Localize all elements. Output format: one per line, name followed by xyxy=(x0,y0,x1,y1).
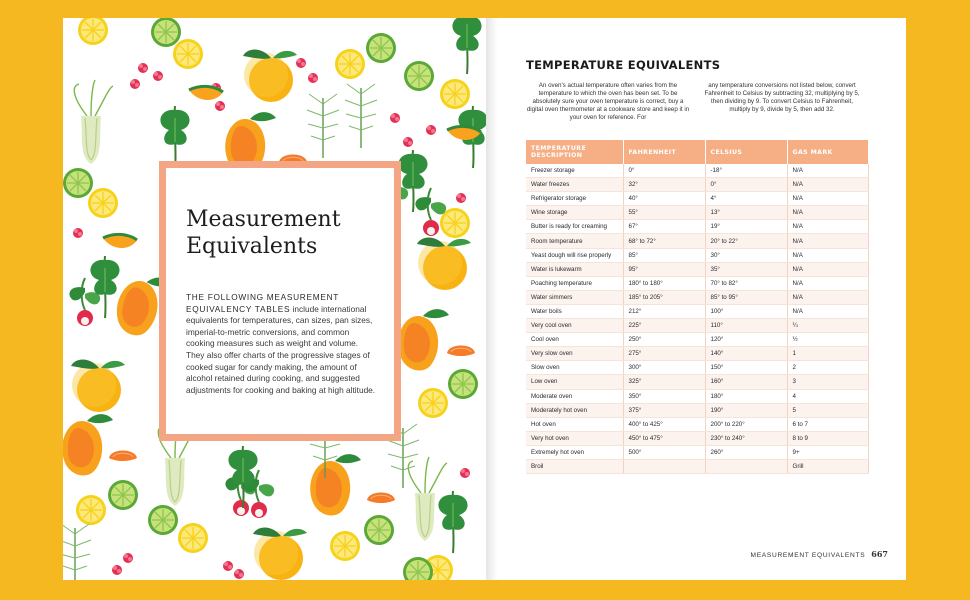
cell-description: Extremely hot oven xyxy=(526,445,623,459)
cell-gas-mark: N/A xyxy=(787,276,868,290)
cell-celsius: 140° xyxy=(705,347,787,361)
cell-description: Very slow oven xyxy=(526,347,623,361)
cell-celsius: 190° xyxy=(705,403,787,417)
section-title xyxy=(186,206,376,260)
footer-label: MEASUREMENT EQUIVALENTS xyxy=(750,552,866,559)
cell-celsius: 35° xyxy=(705,262,787,276)
cell-gas-mark: ½ xyxy=(787,333,868,347)
cell-gas-mark: 8 to 9 xyxy=(787,431,868,445)
cell-celsius: 30° xyxy=(705,248,787,262)
cell-celsius: -18° xyxy=(705,164,787,178)
cell-fahrenheit: 275° xyxy=(623,347,705,361)
table-row xyxy=(526,276,868,290)
cell-fahrenheit: 250° xyxy=(623,333,705,347)
cell-description: Refrigerator storage xyxy=(526,192,623,206)
cell-description: Very cool oven xyxy=(526,319,623,333)
cell-fahrenheit: 40° xyxy=(623,192,705,206)
table-row xyxy=(526,431,868,445)
cell-fahrenheit: 450° to 475° xyxy=(623,431,705,445)
cell-gas-mark: Grill xyxy=(787,459,868,473)
table-row xyxy=(526,234,868,248)
cell-description: Very hot oven xyxy=(526,431,623,445)
table-header-row xyxy=(526,140,868,164)
cell-description: Water is lukewarm xyxy=(526,262,623,276)
cell-gas-mark: 2 xyxy=(787,361,868,375)
cell-gas-mark: 9+ xyxy=(787,445,868,459)
cell-description: Yeast dough will rise properly xyxy=(526,248,623,262)
cell-description: Moderate oven xyxy=(526,389,623,403)
page-number: 667 xyxy=(871,549,888,559)
header-celsius: CELSIUS xyxy=(705,140,787,164)
cell-celsius xyxy=(705,459,787,473)
cell-fahrenheit: 212° xyxy=(623,304,705,318)
table-row xyxy=(526,375,868,389)
cell-description: Cool oven xyxy=(526,333,623,347)
table-body xyxy=(526,164,868,474)
cell-fahrenheit: 500° xyxy=(623,445,705,459)
table-row xyxy=(526,304,868,318)
cell-description: Slow oven xyxy=(526,361,623,375)
header-fahrenheit: FAHRENHEIT xyxy=(623,140,705,164)
table-row xyxy=(526,192,868,206)
table-row xyxy=(526,220,868,234)
temperature-table xyxy=(526,140,869,474)
cell-celsius: 13° xyxy=(705,206,787,220)
cell-celsius: 70° to 82° xyxy=(705,276,787,290)
cell-celsius: 160° xyxy=(705,375,787,389)
section-title-line-2: Equivalents xyxy=(186,234,318,259)
cell-gas-mark: N/A xyxy=(787,234,868,248)
cell-fahrenheit: 350° xyxy=(623,389,705,403)
cell-celsius: 0° xyxy=(705,178,787,192)
table-row xyxy=(526,347,868,361)
table-row xyxy=(526,164,868,178)
cell-celsius: 200° to 220° xyxy=(705,417,787,431)
cell-gas-mark: 6 to 7 xyxy=(787,417,868,431)
table-row xyxy=(526,445,868,459)
paragraph-column-1: An oven's actual temperature often varies from the temperature to which the oven has been set. To be absolutely sure your oven temperature is correct, buy a digital oven thermometer at a cookware store and keep it in your oven for reference. For xyxy=(526,82,690,122)
cell-gas-mark: N/A xyxy=(787,248,868,262)
intro-lead-text: THE FOLLOWING MEASUREMENT EQUIVALENCY TABLES xyxy=(186,292,339,314)
cell-fahrenheit: 300° xyxy=(623,361,705,375)
section-title-line-1: Measurement xyxy=(186,207,341,232)
cell-celsius: 260° xyxy=(705,445,787,459)
cell-gas-mark: 3 xyxy=(787,375,868,389)
cell-description: Poaching temperature xyxy=(526,276,623,290)
cell-gas-mark: N/A xyxy=(787,164,868,178)
cell-fahrenheit: 67° xyxy=(623,220,705,234)
cell-fahrenheit: 0° xyxy=(623,164,705,178)
cell-gas-mark: N/A xyxy=(787,304,868,318)
table-row xyxy=(526,417,868,431)
cell-gas-mark: 1 xyxy=(787,347,868,361)
cell-gas-mark: N/A xyxy=(787,206,868,220)
table-row xyxy=(526,178,868,192)
cell-fahrenheit: 375° xyxy=(623,403,705,417)
table-row xyxy=(526,290,868,304)
cell-fahrenheit: 225° xyxy=(623,319,705,333)
table-row xyxy=(526,361,868,375)
cell-gas-mark: N/A xyxy=(787,220,868,234)
cell-description: Low oven xyxy=(526,375,623,389)
cell-celsius: 230° to 240° xyxy=(705,431,787,445)
cell-celsius: 20° to 22° xyxy=(705,234,787,248)
table-row xyxy=(526,319,868,333)
table-row xyxy=(526,248,868,262)
cell-celsius: 180° xyxy=(705,389,787,403)
header-description: TEMPERATURE DESCRIPTION xyxy=(526,140,623,164)
cell-description: Water freezes xyxy=(526,178,623,192)
cell-gas-mark: N/A xyxy=(787,290,868,304)
intro-paragraph xyxy=(186,292,376,396)
cell-description: Water boils xyxy=(526,304,623,318)
table-row xyxy=(526,403,868,417)
table-row xyxy=(526,459,868,473)
cell-description: Room temperature xyxy=(526,234,623,248)
intro-body-text: include international equivalents for temperatures, can sizes, pan sizes, imperial-to-metric conversions, and common cooking measures such as weight and volume. They also offer charts of the progressive stages of cooked sugar for candy making, the amount of alcohol retained during cooking, and suggested adjustments for cooking and baking at high altitude. xyxy=(186,303,376,395)
cell-description: Hot oven xyxy=(526,417,623,431)
cell-celsius: 4° xyxy=(705,192,787,206)
cell-fahrenheit: 32° xyxy=(623,178,705,192)
cell-gas-mark: N/A xyxy=(787,178,868,192)
cell-celsius: 150° xyxy=(705,361,787,375)
cell-gas-mark: 5 xyxy=(787,403,868,417)
table-row xyxy=(526,262,868,276)
table-row xyxy=(526,206,868,220)
cell-description: Freezer storage xyxy=(526,164,623,178)
cell-fahrenheit: 68° to 72° xyxy=(623,234,705,248)
cell-description: Moderately hot oven xyxy=(526,403,623,417)
intro-box xyxy=(159,161,401,441)
cell-celsius: 120° xyxy=(705,333,787,347)
cell-fahrenheit xyxy=(623,459,705,473)
table-row xyxy=(526,333,868,347)
temperature-heading: TEMPERATURE EQUIVALENTS xyxy=(526,58,721,72)
cell-description: Butter is ready for creaming xyxy=(526,220,623,234)
cell-fahrenheit: 185° to 205° xyxy=(623,290,705,304)
cell-celsius: 19° xyxy=(705,220,787,234)
cell-fahrenheit: 400° to 425° xyxy=(623,417,705,431)
cell-gas-mark: 4 xyxy=(787,389,868,403)
paragraph-column-2: any temperature conversions not listed below, convert Fahrenheit to Celsius by subtracting 32, multiplying by 5, then dividing by 9. To convert Celsius to Fahrenheit, multiply by 9, divide by 5, then add 32. xyxy=(704,82,860,114)
left-page xyxy=(63,18,486,580)
cell-gas-mark: ¼ xyxy=(787,319,868,333)
right-page xyxy=(486,18,906,580)
cell-fahrenheit: 325° xyxy=(623,375,705,389)
cell-fahrenheit: 55° xyxy=(623,206,705,220)
table-row xyxy=(526,389,868,403)
cell-fahrenheit: 85° xyxy=(623,248,705,262)
cell-fahrenheit: 180° to 180° xyxy=(623,276,705,290)
running-footer xyxy=(751,549,888,559)
cell-description: Wine storage xyxy=(526,206,623,220)
cell-celsius: 100° xyxy=(705,304,787,318)
cell-celsius: 85° to 95° xyxy=(705,290,787,304)
book-spine-shadow xyxy=(486,18,498,580)
cell-fahrenheit: 95° xyxy=(623,262,705,276)
cell-gas-mark: N/A xyxy=(787,262,868,276)
cell-celsius: 110° xyxy=(705,319,787,333)
cell-description: Water simmers xyxy=(526,290,623,304)
cell-description: Broil xyxy=(526,459,623,473)
cell-gas-mark: N/A xyxy=(787,192,868,206)
header-gas-mark: GAS MARK xyxy=(787,140,868,164)
